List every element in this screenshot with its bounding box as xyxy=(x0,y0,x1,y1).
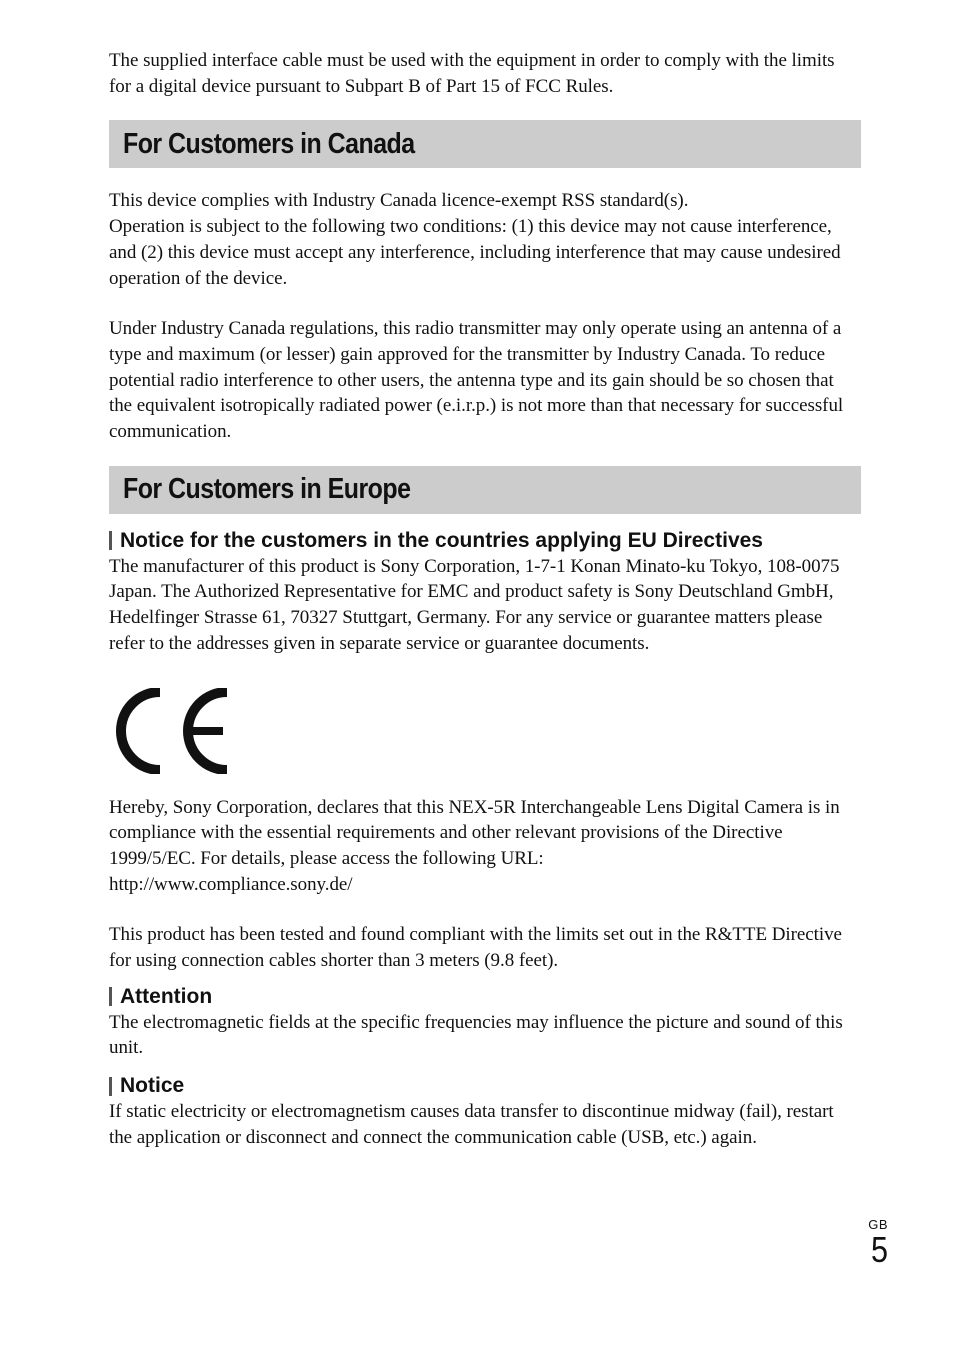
compliance-url: http://www.compliance.sony.de/ xyxy=(109,873,353,895)
page-number-block xyxy=(868,1217,888,1270)
eu-directives-heading xyxy=(109,528,861,554)
notice-heading-text: Notice xyxy=(120,1074,185,1098)
declaration-paragraph xyxy=(109,795,861,898)
attention-heading-text: Attention xyxy=(120,984,213,1008)
page-region-label: GB xyxy=(868,1217,888,1232)
eu-directives-heading-text: Notice for the customers in the countries applying EU Directives xyxy=(120,528,763,552)
section-title-europe: For Customers in Europe xyxy=(123,473,411,506)
heading-marker xyxy=(109,1077,112,1096)
section-title-canada: For Customers in Canada xyxy=(123,127,415,160)
ce-mark-icon xyxy=(115,688,231,774)
ce-mark-logo xyxy=(115,688,861,774)
declaration-text: Hereby, Sony Corporation, declares that this NEX-5R Interchangeable Lens Digital Camera is in compliance with the essential requirements and other relevant provisions of the Directive 1999/5/EC. For details, please access the following URL: xyxy=(109,796,840,869)
page-content xyxy=(109,48,861,1151)
attention-heading xyxy=(109,984,861,1010)
section-header-europe xyxy=(109,466,861,514)
rtte-paragraph: This product has been tested and found compliant with the limits set out in the R&TTE Directive for using connection cables shorter than 3 meters (9.8 feet). xyxy=(109,924,842,972)
canada-radio-regulations: Under Industry Canada regulations, this radio transmitter may only operate using an antenna of a type and maximum (or lesser) gain approved for the transmitter by Industry Canada. To reduce potential radio interference to other users, the antenna type and its gain should be so chosen that the equivalent isotropically radiated power (e.i.r.p.) is not more than that necessary for successful communication. xyxy=(109,318,844,443)
notice-paragraph: If static electricity or electromagnetism causes data transfer to discontinue midway (fail), restart the application or disconnect and connect the communication cable (USB, etc.) again. xyxy=(109,1101,834,1148)
attention-paragraph: The electromagnetic fields at the specific frequencies may influence the picture and sound of this unit. xyxy=(109,1011,843,1059)
page-number: 5 xyxy=(870,1229,888,1270)
heading-marker xyxy=(109,531,112,550)
notice-heading xyxy=(109,1073,861,1099)
canada-operation-conditions: Operation is subject to the following two conditions: (1) this device may not cause interference, and (2) this device must accept any interference, including interference that may cause undesired operation of the device. xyxy=(109,216,841,289)
fcc-intro-paragraph: The supplied interface cable must be used with the equipment in order to comply with the limits for a digital device pursuant to Subpart B of Part 15 of FCC Rules. xyxy=(109,50,835,97)
manufacturer-paragraph: The manufacturer of this product is Sony Corporation, 1-7-1 Konan Minato-ku Tokyo, 108-0075 Japan. The Authorized Representative for EMC and product safety is Sony Deutschland GmbH, Hedelfinger Strasse 61, 70327 Stuttgart, Germany. For any service or guarantee matters please refer to the addresses given in separate service or guarantee documents. xyxy=(109,555,840,654)
section-header-canada xyxy=(109,120,861,168)
canada-compliance-statement: This device complies with Industry Canada licence-exempt RSS standard(s). xyxy=(109,190,689,212)
heading-marker xyxy=(109,987,112,1006)
